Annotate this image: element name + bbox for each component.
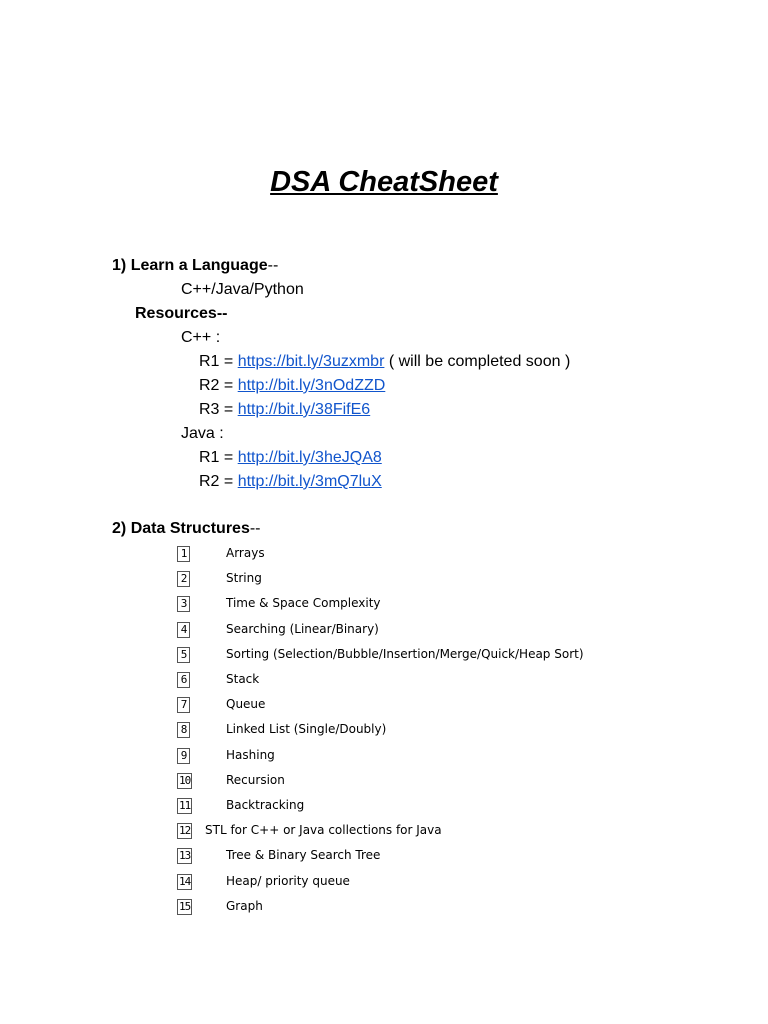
list-item-number: 2 [177,571,190,587]
section-1-suffix: -- [267,257,279,274]
cpp-r3-prefix: R3 = [199,401,238,418]
cpp-r3-link[interactable]: http://bit.ly/38FifE6 [237,401,371,418]
list-item-number: 9 [177,748,190,764]
section-1-number: 1) [112,257,127,274]
list-item-number: 4 [177,622,190,638]
list-item-label: Hashing [226,748,275,762]
java-r2-prefix: R2 = [199,473,238,490]
section-1-heading [112,256,278,276]
list-item-label: Arrays [226,546,265,560]
cpp-r1-prefix: R1 = [199,353,238,370]
list-item-label: Heap/ priority queue [226,874,350,888]
cpp-r2-link[interactable]: http://bit.ly/3nOdZZD [237,377,386,394]
list-item-number: 14 [179,875,191,888]
list-item-label: Tree & Binary Search Tree [226,848,381,862]
list-item-label: STL for C++ or Java collections for Java [205,823,442,837]
java-r1-prefix: R1 = [199,449,238,466]
list-item-label: Graph [226,899,263,913]
resources-label: Resources-- [135,305,228,322]
page-title: DSA CheatSheet [270,166,498,198]
list-item-number: 5 [177,647,190,663]
cpp-resource-3 [199,400,370,420]
list-item-number: 7 [177,697,190,713]
list-item-label: Recursion [226,773,285,787]
list-item-label: Backtracking [226,798,305,812]
list-item-number: 15 [179,900,191,913]
list-item-label: String [226,571,262,585]
section-2-heading [112,519,261,539]
list-item-label: Stack [226,672,260,686]
java-label: Java : [181,425,224,442]
list-item-number: 10 [179,774,191,787]
cpp-resource-2 [199,376,385,396]
list-item-number: 1 [177,546,190,562]
list-item-label: Searching (Linear/Binary) [226,622,379,636]
section-1-title: Learn a Language [130,257,268,274]
list-item-label: Queue [226,697,266,711]
section-2-title: Data Structures [130,520,250,537]
list-item-label: Linked List (Single/Doubly) [226,722,387,736]
cpp-r1-note: ( will be completed soon ) [384,353,571,370]
cpp-label: C++ : [181,329,221,346]
section-2-number: 2) [112,520,127,537]
section-2-suffix: -- [249,520,261,537]
java-r2-link[interactable]: http://bit.ly/3mQ7luX [237,473,382,490]
list-item-label: Sorting (Selection/Bubble/Insertion/Merge/Quick/Heap Sort) [226,647,584,661]
java-resource-2 [199,472,382,492]
cpp-resource-1 [199,352,570,372]
java-resource-1 [199,448,382,468]
list-item-number: 3 [177,596,190,612]
java-r1-link[interactable]: http://bit.ly/3heJQA8 [237,449,382,466]
cpp-r1-link[interactable]: https://bit.ly/3uzxmbr [237,353,385,370]
list-item-label: Time & Space Complexity [226,596,381,610]
list-item-number: 8 [177,722,190,738]
languages-text: C++/Java/Python [181,281,304,298]
list-item-number: 11 [179,799,191,812]
list-item-number: 12 [179,824,191,837]
cpp-r2-prefix: R2 = [199,377,238,394]
list-item-number: 13 [179,849,191,862]
list-item-number: 6 [177,672,190,688]
